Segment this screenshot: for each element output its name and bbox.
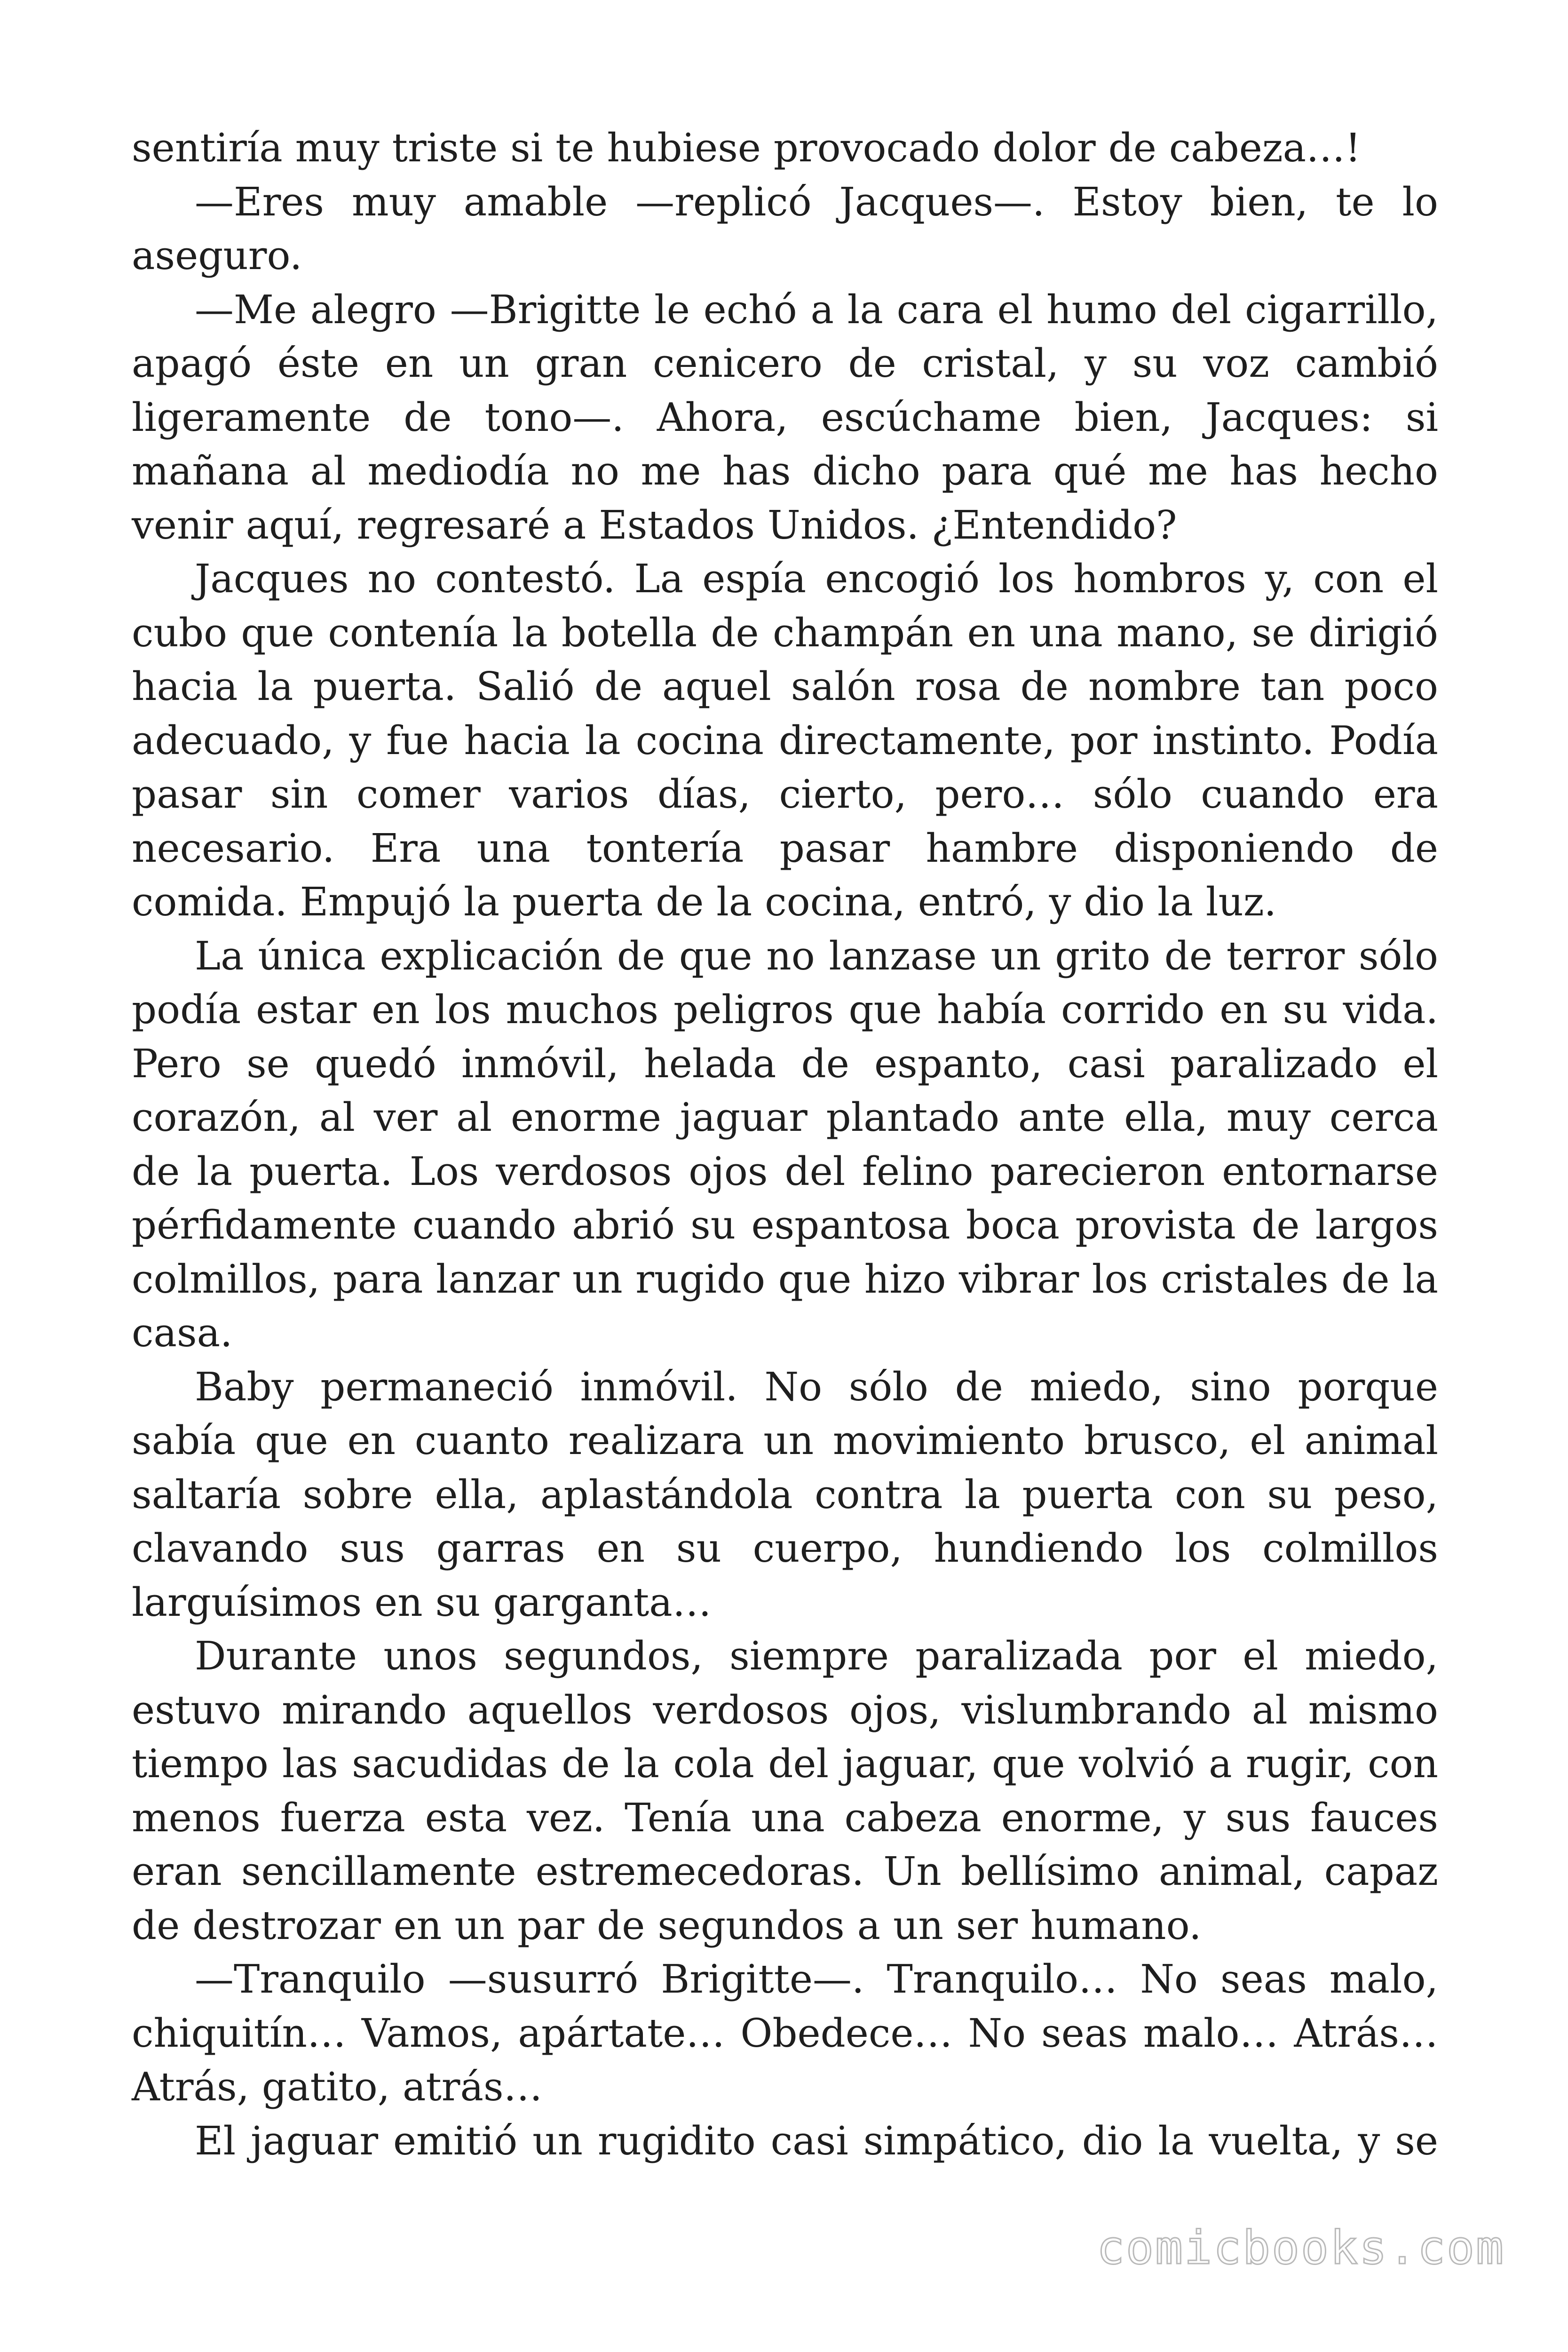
paragraph-2: —Eres muy amable —replicó Jacques—. Estoy bien, te lo aseguro. bbox=[132, 179, 1438, 278]
book-page-text bbox=[132, 121, 1438, 2168]
paragraph-1: sentiría muy triste si te hubiese provocado dolor de cabeza…! bbox=[132, 125, 1361, 171]
paragraph-6: Baby permaneció inmóvil. No sólo de miedo, sino porque sabía que en cuanto realizara un movimiento brusco, el animal saltaría sobre ella, aplastándola contra la puerta con su peso, clavando sus garras en su cuerpo, hundiendo los colmillos larguísimos en su garganta… bbox=[132, 1364, 1438, 1625]
paragraph-3: —Me alegro —Brigitte le echó a la cara el humo del cigarrillo, apagó éste en un gran cenicero de cristal, y su voz cambió ligeramente de tono—. Ahora, escúchame bien, Jacques: si mañana al mediodía no me has dicho para qué me has hecho venir aquí, regresaré a Estados Unidos. ¿Entendido? bbox=[132, 286, 1438, 548]
paragraph-5: La única explicación de que no lanzase un grito de terror sólo podía estar en los muchos peligros que había corrido en su vida. Pero se quedó inmóvil, helada de espanto, casi paralizado el corazón, al ver al enorme jaguar plantado ante ella, muy cerca de la puerta. Los verdosos ojos del felino parecieron entornarse pérfidamente cuando abrió su espantosa boca provista de largos colmillos, para lanzar un rugido que hizo vibrar los cristales de la casa. bbox=[132, 933, 1438, 1356]
paragraph-7: Durante unos segundos, siempre paralizada por el miedo, estuvo mirando aquellos verdosos ojos, vislumbrando al mismo tiempo las sacudidas de la cola del jaguar, que volvió a rugir, con menos fuerza esta vez. Tenía una cabeza enorme, y sus fauces eran sencillamente estremecedoras. Un bellísimo animal, capaz de destrozar en un par de segundos a un ser humano. bbox=[132, 1633, 1438, 1948]
paragraph-9: El jaguar emitió un rugidito casi simpático, dio la vuelta, y se bbox=[195, 2118, 1438, 2164]
paragraph-4: Jacques no contestó. La espía encogió los hombros y, con el cubo que contenía la botella de champán en una mano, se dirigió hacia la puerta. Salió de aquel salón rosa de nombre tan poco adecuado, y fue hacia la cocina directamente, por instinto. Podía pasar sin comer varios días, cierto, pero… sólo cuando era necesario. Era una tontería pasar hambre disponiendo de comida. Empujó la puerta de la cocina, entró, y dio la luz. bbox=[132, 556, 1438, 925]
paragraph-8: —Tranquilo —susurró Brigitte—. Tranquilo… No seas malo, chiquitín… Vamos, apártate… Obedece… No seas malo… Atrás… Atrás, gatito, atrás… bbox=[132, 1956, 1438, 2110]
site-watermark: comicbooks.com bbox=[1096, 2221, 1505, 2275]
